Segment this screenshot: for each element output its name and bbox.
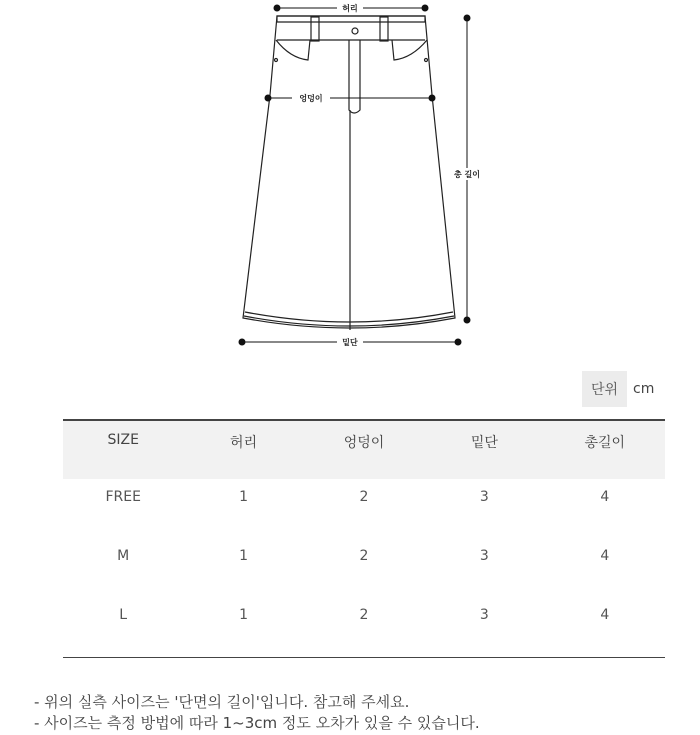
skirt-hem <box>245 312 453 322</box>
hem-cell: 3 <box>479 489 489 505</box>
note-line: - 사이즈는 측정 방법에 따라 1~3cm 정도 오차가 있을 수 있습니다. <box>34 714 480 732</box>
hip-cell: 2 <box>359 548 369 564</box>
total-length-cell: 4 <box>600 548 610 564</box>
size-cell: L <box>63 597 183 657</box>
skirt-outline <box>277 16 425 22</box>
size-cell: FREE <box>105 489 141 505</box>
table-row <box>63 538 665 597</box>
table-header-row <box>63 420 665 479</box>
header-size: SIZE <box>63 420 183 479</box>
unit-label: 단위 <box>582 371 627 407</box>
hem-cell: 3 <box>424 597 544 657</box>
hem-label: 밑단 <box>342 338 358 347</box>
pocket-left <box>276 40 310 60</box>
skirt-measurement-diagram <box>0 0 700 360</box>
table-row <box>63 479 665 538</box>
header-hem: 밑단 <box>424 420 544 479</box>
hip-cell: 2 <box>359 489 369 505</box>
belt-loop-left <box>311 17 319 41</box>
note-line: - 위의 실측 사이즈는 '단면의 길이'입니다. 참고해 주세요. <box>34 693 410 711</box>
size-table <box>63 419 665 658</box>
skirt-button <box>352 28 358 34</box>
pocket-right <box>392 40 427 60</box>
waist-cell: 1 <box>183 597 303 657</box>
skirt-fly <box>349 40 360 113</box>
size-cell: M <box>117 548 130 564</box>
waist-cell: 1 <box>239 548 249 564</box>
hip-label: 엉덩이 <box>299 94 323 103</box>
waist-label: 허리 <box>342 4 358 13</box>
total-length-cell: 4 <box>545 597 665 657</box>
size-notes <box>34 692 480 734</box>
waist-cell: 1 <box>239 489 249 505</box>
hem-cell: 3 <box>479 548 489 564</box>
header-total-length: 총길이 <box>545 420 665 479</box>
total-length-label: 총 길이 <box>454 170 480 179</box>
table-row <box>63 597 665 657</box>
hip-cell: 2 <box>304 597 424 657</box>
unit-value: cm <box>633 381 655 397</box>
total-length-cell: 4 <box>600 489 610 505</box>
header-waist: 허리 <box>183 420 303 479</box>
header-hip: 엉덩이 <box>304 420 424 479</box>
belt-loop-right <box>380 17 388 41</box>
